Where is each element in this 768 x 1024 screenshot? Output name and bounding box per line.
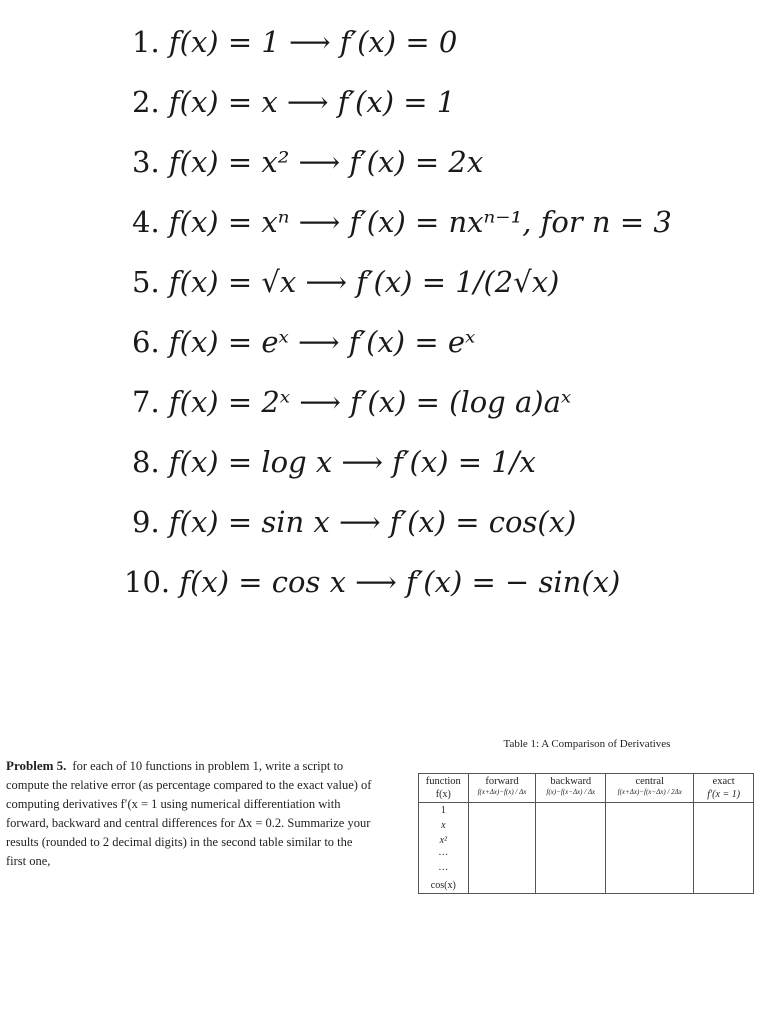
formula-2: 2. f(x) = x ⟶ f′(x) = 1: [132, 85, 456, 119]
comparison-table: [418, 773, 754, 894]
formula-6: 6. f(x) = eˣ ⟶ f′(x) = eˣ: [132, 325, 476, 359]
table-header-row: [419, 774, 754, 803]
function-cell: x: [441, 820, 446, 831]
backward-cell: [536, 803, 606, 894]
header-backward: backward f(x)−f(x−Δx) / Δx: [536, 774, 606, 803]
forward-cell: [468, 803, 536, 894]
function-column: [419, 803, 469, 894]
header-forward: forward f(x+Δx)−f(x) / Δx: [468, 774, 536, 803]
function-cell: ···: [438, 865, 449, 876]
formula-3: 3. f(x) = x² ⟶ f′(x) = 2x: [132, 145, 484, 179]
function-cell: ···: [438, 850, 449, 861]
formula-8: 8. f(x) = log x ⟶ f′(x) = 1/x: [132, 445, 536, 479]
function-cell: cos(x): [430, 880, 456, 891]
header-central: central f(x+Δx)−f(x−Δx) / 2Δx: [606, 774, 694, 803]
problem-statement: [6, 756, 374, 871]
header-exact: exact f′(x = 1): [694, 774, 754, 803]
function-cell: x²: [439, 835, 447, 846]
exact-cell: [694, 803, 754, 894]
table-caption: Table 1: A Comparison of Derivatives: [503, 738, 671, 750]
problem-text: for each of 10 functions in problem 1, write a script to compute the relative error (as percentage compared to the exact value) of computing derivatives f′(x = 1 using numerical differentiation with forward, backward and central differences for Δx = 0.2. Summarize your results (rounded to 2 decimal digits) in the second table similar to the first one,: [6, 759, 372, 868]
formula-5: 5. f(x) = √x ⟶ f′(x) = 1/(2√x): [132, 265, 560, 299]
formula-1: 1. f(x) = 1 ⟶ f′(x) = 0: [132, 25, 458, 59]
formula-9: 9. f(x) = sin x ⟶ f′(x) = cos(x): [132, 505, 577, 539]
function-cell: 1: [440, 805, 446, 816]
formula-4: 4. f(x) = xⁿ ⟶ f′(x) = nxⁿ⁻¹, for n = 3: [132, 205, 672, 239]
header-function: function f(x): [419, 774, 469, 803]
problem-label: Problem 5.: [6, 758, 67, 773]
central-cell: [606, 803, 694, 894]
table-row: [419, 803, 754, 894]
formula-7: 7. f(x) = 2ˣ ⟶ f′(x) = (log a)aˣ: [132, 385, 572, 419]
formula-10: 10. f(x) = cos x ⟶ f′(x) = − sin(x): [124, 565, 621, 599]
